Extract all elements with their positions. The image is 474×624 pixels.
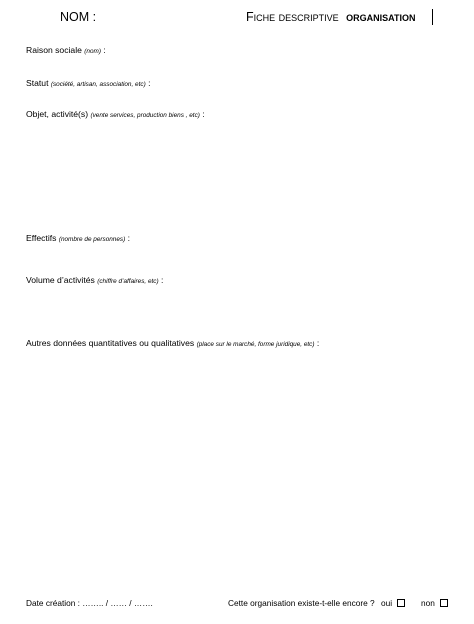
header-divider xyxy=(432,9,433,25)
non-checkbox[interactable] xyxy=(440,599,448,607)
field-label: Volume d’activités xyxy=(26,275,95,285)
field-colon: : xyxy=(202,109,205,119)
nom-label: NOM : xyxy=(60,10,97,24)
field-hint: (société, artisan, association, etc) xyxy=(50,81,146,88)
field-volume-activites[interactable] xyxy=(26,275,163,285)
form-title xyxy=(246,10,415,24)
field-hint: (nombre de personnes) xyxy=(58,236,126,243)
field-autres-donnees[interactable] xyxy=(26,338,319,348)
field-colon: : xyxy=(103,45,106,55)
field-label: Objet, activité(s) xyxy=(26,109,89,119)
field-label: Statut xyxy=(26,78,49,88)
field-hint: (place sur le marché, forme juridique, etc) xyxy=(196,341,315,348)
fiche-descriptive-label: Fiche descriptive xyxy=(246,10,339,24)
field-colon: : xyxy=(148,78,151,88)
field-effectifs[interactable] xyxy=(26,233,130,243)
field-raison-sociale[interactable] xyxy=(26,45,106,55)
field-hint: (chiffre d’affaires, etc) xyxy=(97,278,159,285)
field-hint: (nom) xyxy=(84,48,101,55)
field-label: Raison sociale xyxy=(26,45,82,55)
oui-label: oui xyxy=(380,598,393,608)
non-label: non xyxy=(421,598,435,608)
field-statut[interactable] xyxy=(26,78,150,88)
exists-question-row xyxy=(228,598,451,608)
field-colon: : xyxy=(161,275,164,285)
oui-checkbox[interactable] xyxy=(397,599,405,607)
field-colon: : xyxy=(316,338,320,348)
field-colon: : xyxy=(127,233,131,243)
field-label: Effectifs xyxy=(26,233,57,243)
field-hint: (vente services, production biens , etc) xyxy=(90,112,200,119)
field-label: Autres données quantitatives ou qualitatives xyxy=(26,338,195,348)
date-creation-field[interactable]: Date création : …….. / …… / ……. xyxy=(26,598,153,608)
organisation-label: organisation xyxy=(346,10,416,24)
field-objet-activites[interactable] xyxy=(26,109,205,119)
exists-question-label: Cette organisation existe-t-elle encore ? xyxy=(228,598,375,608)
